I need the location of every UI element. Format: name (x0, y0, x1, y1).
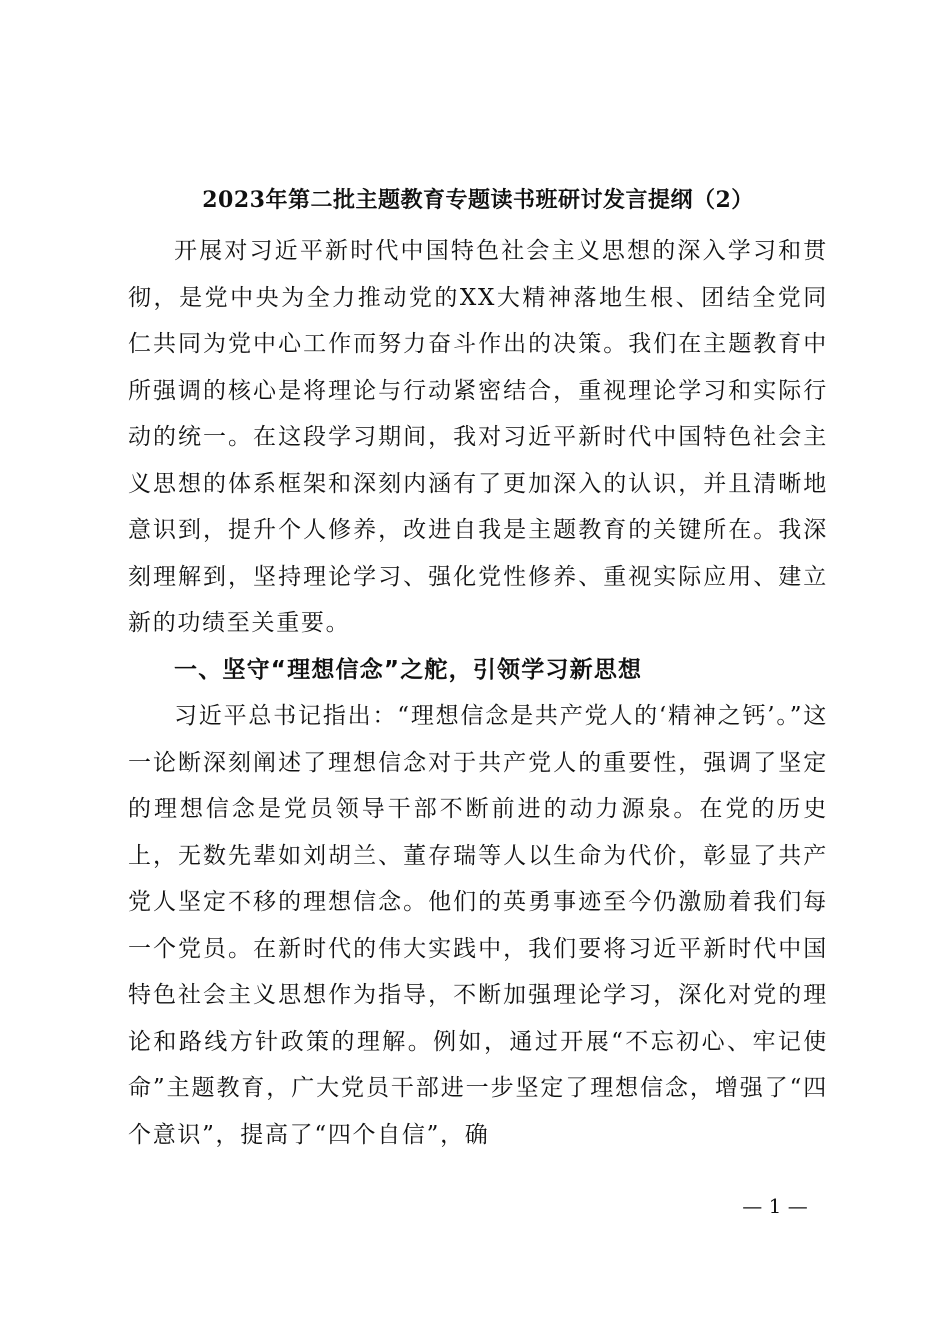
section-heading-1: 一、坚守“理想信念”之舵，引领学习新思想 (174, 656, 643, 683)
section-1-paragraph: 习近平总书记指出：“理想信念是共产党人的‘精神之钙’。”这一论断深刻阐述了理想信念对于共产党人的重要性，强调了坚定的理想信念是党员领导干部不断前进的动力源泉。在党的历史上，无数先辈如刘胡兰、董存瑞等人以生命为代价，彰显了共产党人坚定不移的理想信念。他们的英勇事迹至今仍激励着我们每一个党员。在新时代的伟大实践中，我们要将习近平新时代中国特色社会主义思想作为指导，不断加强理论学习，深化对党的理论和路线方针政策的理解。例如，通过开展“不忘初心、牢记使命”主题教育，广大党员干部进一步坚定了理想信念，增强了“四个意识”，提高了“四个自信”，确 (128, 703, 828, 1148)
page-number: — 1 — (742, 1194, 808, 1218)
document-title: 2023年第二批主题教育专题读书班研讨发言提纲（2） (202, 187, 754, 213)
document-body (128, 228, 828, 1158)
intro-paragraph: 开展对习近平新时代中国特色社会主义思想的深入学习和贯彻，是党中央为全力推动党的XX大精神落地生根、团结全党同仁共同为党中心工作而努力奋斗作出的决策。我们在主题教育中所强调的核心是将理论与行动紧密结合，重视理论学习和实际行动的统一。在这段学习期间，我对习近平新时代中国特色社会主义思想的体系框架和深刻内涵有了更加深入的认识，并且清晰地意识到，提升个人修养，改进自我是主题教育的关键所在。我深刻理解到，坚持理论学习、强化党性修养、重视实际应用、建立新的功绩至关重要。 (128, 238, 828, 636)
